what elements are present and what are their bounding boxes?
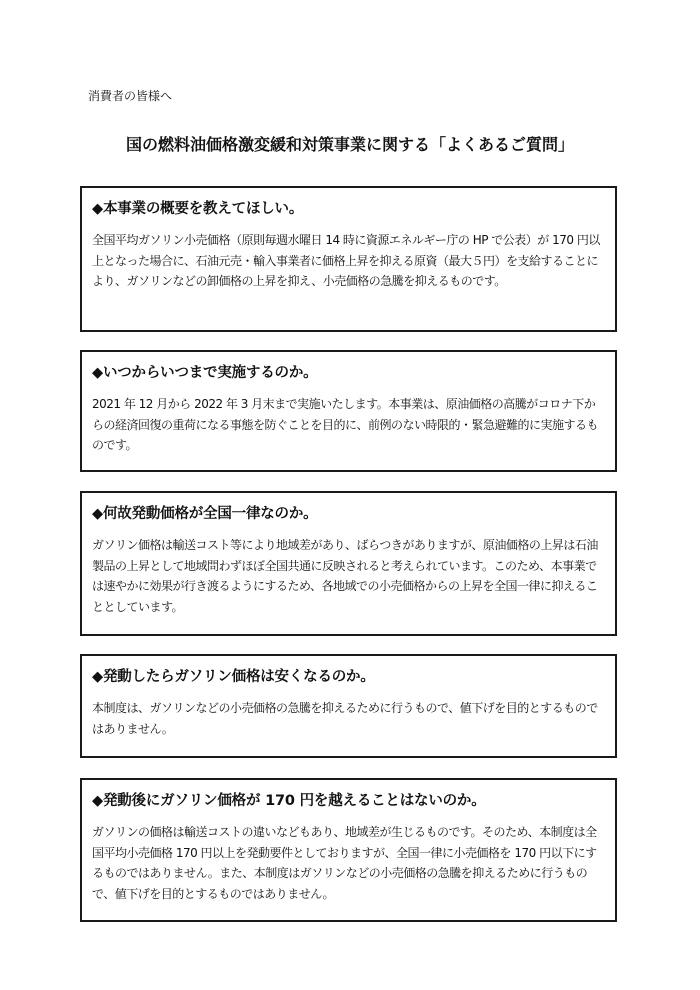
faq-question: ◆発動後にガソリン価格が 170 円を越えることはないのか。 [92, 793, 486, 809]
faq-item-overview [80, 186, 617, 332]
faq-answer: 2021 年 12 月から 2022 年 3 月末まで実施いたします。本事業は、原油価格の高騰がコロナ下からの経済回復の重荷になる事態を防ぐことを目的に、前例のない時限的・緊急避難的に実施するものです。 [92, 397, 599, 452]
faq-answer: ガソリンの価格は輸送コストの違いなどもあり、地域差が生じるものです。そのため、本制度は全国平均小売価格 170 円以上を発動要件としておりますが、全国一律に小売価格を 170 円以下にするものではありません。また、本制度はガソリンなどの小売価格の急騰を抑えるために行うもので、値下げを目的とするものではありません。 [92, 825, 597, 901]
faq-answer: 本制度は、ガソリンなどの小売価格の急騰を抑えるために行うもので、値下げを目的とするものではありません。 [92, 701, 598, 736]
greeting: 消費者の皆様へ [88, 89, 173, 103]
faq-question: ◆何故発動価格が全国一律なのか。 [92, 506, 318, 522]
faq-question: ◆本事業の概要を教えてほしい。 [92, 201, 304, 217]
faq-answer: ガソリン価格は輸送コスト等により地域差があり、ばらつきがありますが、原油価格の上昇は石油製品の上昇として地域問わずほぼ全国共通に反映されると考えられています。このため、本事業では速やかに効果が行き渡るようにするため、各地域での小売価格からの上昇を全国一律に抑えることとしています。 [92, 538, 598, 614]
faq-item-price-drop [80, 654, 617, 758]
faq-question: ◆発動したらガソリン価格は安くなるのか。 [92, 669, 375, 685]
page-title: 国の燃料油価格激変緩和対策事業に関する「よくあるご質問」 [125, 135, 574, 154]
faq-item-uniform-price [80, 491, 617, 636]
faq-answer: 全国平均ガソリン小売価格（原則毎週水曜日 14 時に資源エネルギー庁の HP で公表）が 170 円以上となった場合に、石油元売・輸入事業者に価格上昇を抑える原資（最大５円）を支給することにより、ガソリンなどの卸価格の上昇を抑え、小売価格の急騰を抑えるものです。 [92, 233, 600, 288]
faq-item-exceed-170 [80, 778, 617, 922]
faq-item-period [80, 350, 617, 472]
faq-question: ◆いつからいつまで実施するのか。 [92, 365, 318, 381]
